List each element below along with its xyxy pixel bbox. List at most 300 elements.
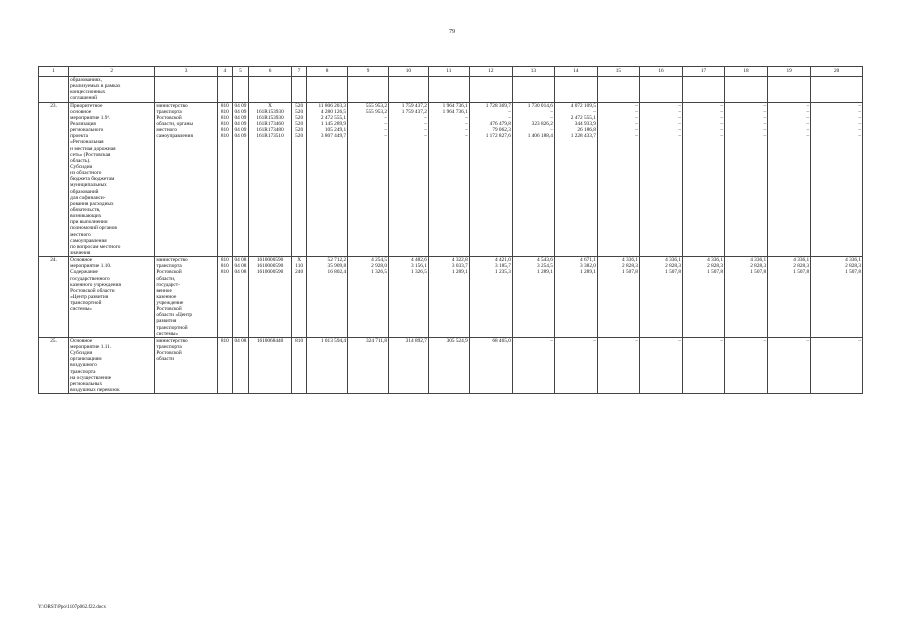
cell-line: 4 280 126,5: [320, 108, 347, 115]
cell-line: для софинанси-: [70, 194, 106, 201]
cell-line: 04 08: [234, 269, 247, 276]
cell-line: –: [508, 114, 511, 121]
cell-line: мероприятие 1.9¹.: [70, 114, 111, 121]
cell-line: 1610068440: [256, 337, 284, 344]
cell-line: основное: [70, 108, 92, 115]
cell-line: 344 933,9: [574, 120, 596, 127]
cell-line: мероприятие 1.11.: [70, 344, 112, 351]
cell-line: 68 465,0: [492, 337, 511, 344]
cell-line: 810: [220, 120, 229, 127]
cell-line: учреждение: [156, 300, 184, 307]
cell-line: 1 507,8: [665, 269, 682, 276]
cell-line: мероприятие 1.10.: [70, 263, 112, 270]
col-4-values: [217, 257, 232, 338]
cell-line: 323 826,2: [531, 120, 553, 127]
cell-line: –: [858, 102, 861, 109]
column-number-16: 16: [639, 67, 682, 77]
cell-line: –: [384, 120, 388, 127]
cell-line: государственного: [70, 275, 110, 282]
col-16-values: [639, 102, 682, 257]
cell-line: 810: [220, 108, 229, 115]
cell-line: 04 08: [234, 337, 247, 344]
cell-line: –: [720, 102, 724, 109]
cell-line: 04 09: [234, 102, 247, 109]
cell-line: 35 909,8: [327, 263, 347, 270]
cell-line: 1610000590: [256, 263, 284, 270]
cell-line: 810: [220, 114, 229, 121]
cell-line: области «Центр: [156, 312, 193, 319]
cell-line: концессионных: [70, 89, 106, 96]
cell-line: «Центр развития: [70, 293, 109, 300]
cell-line: 520: [295, 114, 304, 121]
cell-line: 1 228 433,7: [570, 133, 596, 140]
cell-line: 4 254,5: [371, 257, 388, 264]
cell-line: 1 507,8: [845, 269, 861, 276]
cell-line: 1 730 014,6: [527, 102, 553, 109]
cell-line: соглашений: [70, 95, 97, 102]
cell-line: 04 08: [234, 257, 247, 264]
cell-line: самоуправления: [156, 133, 193, 140]
col-7-values: [292, 337, 307, 393]
column-number-9: 9: [348, 67, 389, 77]
cell-line: 1 289,1: [580, 269, 596, 276]
cell-line: –: [763, 114, 767, 121]
cell-line: –: [550, 337, 553, 344]
col-14-values: [554, 102, 597, 257]
cell-line: 3 185,7: [494, 263, 511, 270]
col-11-values: [428, 257, 469, 338]
cell-line: 4 336,1: [845, 257, 861, 264]
cell-line: –: [635, 120, 638, 127]
col-14-values: [554, 337, 597, 393]
cell-line: области, органы: [156, 120, 193, 127]
cell-line: 1 759 437,2: [401, 108, 427, 115]
cell-line: –: [424, 120, 427, 127]
col-19-values: [768, 337, 811, 393]
row-executor: [155, 102, 217, 257]
col-12-values: [469, 102, 512, 257]
cell-line: 04 09: [234, 133, 247, 140]
column-number-13: 13: [512, 67, 554, 77]
cell-line: 555 953,2: [365, 108, 388, 115]
cell-line: –: [806, 337, 810, 344]
row-description: [69, 257, 155, 338]
cell-line: 3 254,5: [536, 263, 553, 270]
cell-line: Ростовской: [156, 114, 182, 121]
cell-line: –: [593, 337, 596, 344]
cell-line: –: [678, 120, 682, 127]
col-9-values: [348, 257, 389, 338]
cell-line: при выполнении: [70, 219, 108, 226]
col-4-values: [217, 337, 232, 393]
column-number-15: 15: [597, 67, 639, 77]
cell-line: 26 186,8: [577, 127, 596, 134]
cell-line: казенное: [156, 293, 177, 300]
column-number-14: 14: [554, 67, 597, 77]
cell-line: образований: [70, 188, 99, 195]
cell-line: –: [635, 108, 638, 115]
column-number-12: 12: [469, 67, 512, 77]
cell-line: –: [806, 102, 810, 109]
header-row: [39, 67, 863, 77]
col-6-values: [249, 337, 292, 393]
cell-line: –: [635, 133, 638, 140]
cell-line: самоуправления: [70, 237, 107, 244]
cell-line: –: [763, 127, 767, 134]
col-7-values: [292, 257, 307, 338]
cell-line: –: [424, 114, 427, 121]
cell-line: транспорта: [70, 368, 96, 375]
column-number-18: 18: [725, 67, 768, 77]
cell-line: 520: [295, 120, 304, 127]
cont-cell-6: [249, 77, 292, 103]
cell-line: венное: [156, 287, 172, 294]
cell-line: –: [678, 108, 682, 115]
col-17-values: [683, 337, 725, 393]
col-19-values: [768, 102, 811, 257]
col-17-values: [683, 102, 725, 257]
cell-line: 2 928,0: [371, 263, 388, 270]
cell-line: возникающих: [70, 213, 102, 220]
cell-line: 161R173460: [256, 120, 284, 127]
col-16-values: [639, 337, 682, 393]
cell-line: местного: [156, 127, 177, 134]
cell-line: 4 336,1: [793, 257, 810, 264]
cell-line: государст-: [156, 281, 180, 288]
col-13-values: [512, 102, 554, 257]
cell-line: –: [678, 102, 682, 109]
cont-cell-17: [683, 77, 725, 103]
col-13-values: [512, 257, 554, 338]
cont-cell-14: [554, 77, 597, 103]
cell-line: –: [763, 337, 767, 344]
cell-line: 1 289,1: [536, 269, 553, 276]
col-7-values: [292, 102, 307, 257]
cell-line: 1 145 289,9: [320, 120, 347, 127]
column-number-5: 5: [232, 67, 248, 77]
cell-line: –: [678, 133, 682, 140]
cell-line: области: [156, 356, 175, 363]
cell-line: –: [720, 108, 724, 115]
cell-line: –: [678, 114, 682, 121]
cell-line: 2 828,3: [622, 263, 638, 270]
cell-line: 1610000590: [256, 269, 284, 276]
column-number-1: 1: [39, 67, 69, 77]
cell-line: –: [678, 337, 682, 344]
cell-line: –: [858, 108, 861, 115]
col-20-values: [811, 337, 863, 393]
column-number-17: 17: [683, 67, 725, 77]
cell-line: –: [678, 127, 682, 134]
col-18-values: [725, 102, 768, 257]
cell-line: –: [858, 133, 861, 140]
col-16-values: [639, 257, 682, 338]
cell-line: –: [635, 127, 638, 134]
cell-line: –: [858, 120, 861, 127]
col-5-values: [232, 257, 248, 338]
table-body: [39, 67, 863, 394]
cell-line: транспорта: [156, 263, 182, 270]
cell-line: 520: [295, 127, 304, 134]
cont-cell-8: [307, 77, 348, 103]
cell-line: X: [268, 102, 272, 109]
cell-line: Ростовской: [156, 269, 182, 276]
cell-line: –: [806, 108, 810, 115]
col-9-values: [348, 102, 389, 257]
cell-line: Содержание: [70, 269, 98, 276]
cell-line: 2 472 555,1: [570, 114, 596, 121]
cell-line: –: [806, 127, 810, 134]
cell-line: 555 953,2: [365, 102, 388, 109]
cont-cell-13: [512, 77, 554, 103]
cell-line: 4 336,1: [622, 257, 638, 264]
cont-cell-2: [69, 77, 155, 103]
cell-line: 4 072 109,5: [570, 102, 596, 109]
cell-line: –: [384, 127, 388, 134]
cell-line: –: [384, 133, 388, 140]
column-number-6: 6: [249, 67, 292, 77]
cont-cell-9: [348, 77, 389, 103]
cell-line: 1 507,8: [707, 269, 724, 276]
cell-line: 1 759 437,2: [401, 102, 427, 109]
cell-line: –: [858, 114, 861, 121]
cell-line: область).: [70, 157, 91, 164]
cell-line: 810: [220, 127, 229, 134]
col-15-values: [597, 102, 639, 257]
cell-line: области,: [156, 275, 176, 282]
cell-line: региональных: [70, 380, 103, 387]
cell-line: 520: [295, 102, 304, 109]
cont-cell-20: [811, 77, 863, 103]
cell-line: 520: [295, 108, 304, 115]
cell-line: –: [424, 127, 427, 134]
row-description: [69, 337, 155, 393]
cell-line: 520: [295, 133, 304, 140]
cell-line: 4 336,1: [707, 257, 724, 264]
cell-line: –: [806, 133, 810, 140]
cell-line: X: [297, 257, 302, 264]
cell-line: Ростовской: [156, 350, 182, 357]
col-8-values: [307, 257, 348, 338]
cont-cell-4: [217, 77, 232, 103]
cell-line: Ростовской области: [70, 287, 115, 294]
cell-line: 1 507,8: [750, 269, 767, 276]
cell-line: 1 507,8: [793, 269, 810, 276]
cell-line: –: [550, 114, 553, 121]
cell-line: –: [720, 127, 724, 134]
cell-line: –: [635, 102, 638, 109]
col-19-values: [768, 257, 811, 338]
cell-line: 810: [220, 133, 229, 140]
cell-line: 1 326,5: [410, 269, 427, 276]
cell-line: 2 828,3: [665, 263, 682, 270]
column-number-19: 19: [768, 67, 811, 77]
cell-line: –: [763, 102, 767, 109]
cell-line: 16 802,4: [327, 269, 347, 276]
cell-line: муниципальных: [70, 182, 107, 189]
cell-line: 1 013 594,4: [320, 337, 347, 344]
cell-line: Субсидии: [70, 163, 93, 170]
cell-line: реализуемых в рамках: [70, 83, 121, 90]
cell-line: 1 289,1: [451, 269, 468, 276]
cell-line: 04 09: [234, 127, 247, 134]
col-9-values: [348, 337, 389, 393]
cell-line: транспортной: [156, 324, 188, 331]
col-13-values: [512, 337, 554, 393]
col-15-values: [597, 337, 639, 393]
column-number-3: 3: [155, 67, 217, 77]
cell-line: 3 156,1: [410, 263, 427, 270]
cell-line: на осуществление: [70, 374, 112, 381]
col-15-values: [597, 257, 639, 338]
file-path-footer: Y:\ORST\Ppo\1107p062.f22.docx: [38, 605, 106, 610]
cell-line: 2 828,3: [707, 263, 724, 270]
cell-line: –: [806, 120, 810, 127]
cont-cell-15: [597, 77, 639, 103]
cell-line: –: [858, 337, 861, 344]
cell-line: –: [384, 114, 388, 121]
cell-line: 4 543,6: [536, 257, 553, 264]
cell-line: –: [720, 114, 724, 121]
cell-line: из областного: [70, 170, 102, 177]
col-12-values: [469, 257, 512, 338]
cell-line: 1 172 827,6: [485, 133, 511, 140]
cell-line: системы»: [70, 306, 92, 313]
cell-line: 4 421,0: [494, 257, 511, 264]
cell-line: 4 322,8: [451, 257, 468, 264]
cell-line: 161R153930: [256, 114, 284, 121]
cell-line: сеть» (Ростовская: [70, 151, 111, 158]
table-row-row24: [39, 257, 863, 338]
cell-line: 810: [220, 102, 229, 109]
col-11-values: [428, 102, 469, 257]
col-14-values: [554, 257, 597, 338]
cell-line: Основное: [70, 337, 93, 344]
cell-line: –: [508, 108, 511, 115]
cont-cell-16: [639, 77, 682, 103]
cell-line: 810: [295, 337, 304, 344]
cell-line: транспорта: [156, 344, 182, 351]
cell-line: 52 712,2: [327, 257, 347, 264]
column-number-7: 7: [292, 67, 307, 77]
cell-line: –: [720, 120, 724, 127]
col-20-values: [811, 257, 863, 338]
cell-line: Ростовской: [156, 306, 182, 313]
cell-line: –: [763, 133, 767, 140]
cell-line: «Региональная: [70, 139, 104, 146]
col-20-values: [811, 102, 863, 257]
cont-cell-12: [469, 77, 512, 103]
col-10-values: [389, 102, 429, 257]
cell-line: 3 382,0: [580, 263, 596, 270]
cell-line: 1 235,3: [494, 269, 511, 276]
cell-line: казенного учреждения: [70, 281, 121, 288]
cont-cell-1: [39, 77, 69, 103]
col-6-values: [249, 257, 292, 338]
col-17-values: [683, 257, 725, 338]
cell-line: –: [635, 114, 638, 121]
cell-line: –: [806, 114, 810, 121]
column-number-10: 10: [389, 67, 429, 77]
col-5-values: [232, 102, 248, 257]
col-18-values: [725, 257, 768, 338]
cell-line: 161R173480: [256, 127, 284, 134]
cell-line: регионального: [70, 127, 104, 134]
cell-line: транспортной: [70, 300, 102, 307]
cell-line: 1 507,8: [622, 269, 638, 276]
column-number-8: 8: [307, 67, 348, 77]
cell-line: 2 828,3: [845, 263, 861, 270]
row-number: 23.: [39, 102, 69, 257]
cell-line: 79 062,3: [492, 127, 511, 134]
cell-line: 240: [295, 269, 304, 276]
row-description: [69, 102, 155, 257]
cell-line: 04 08: [234, 263, 247, 270]
cell-line: –: [424, 133, 427, 140]
cont-cell-7: [292, 77, 307, 103]
cell-line: 1 964 736,1: [442, 108, 468, 115]
row-number: 25.: [39, 337, 69, 393]
cell-line: 04 09: [234, 114, 247, 121]
cell-line: 1 406 188,4: [527, 133, 553, 140]
cont-cell-19: [768, 77, 811, 103]
cell-line: министерство: [156, 102, 188, 109]
col-10-values: [389, 257, 429, 338]
cell-line: –: [593, 108, 596, 115]
page-number: 79: [449, 29, 455, 35]
cell-line: воздушного: [70, 362, 97, 369]
cell-line: 1 964 736,1: [442, 102, 468, 109]
cell-line: 3 807 449,7: [320, 133, 347, 140]
cell-line: 161R153930: [256, 108, 284, 115]
cell-line: транспорта: [156, 108, 182, 115]
col-4-values: [217, 102, 232, 257]
col-10-values: [389, 337, 429, 393]
cell-line: –: [635, 337, 638, 344]
cell-line: Основное: [70, 257, 93, 264]
cell-line: 11 806 203,3: [318, 102, 347, 109]
cell-line: организациям: [70, 356, 102, 363]
cell-line: и местная дорожная: [70, 145, 116, 152]
cont-cell-3: [155, 77, 217, 103]
cell-line: системы»: [156, 330, 179, 337]
cell-line: министерство: [156, 337, 188, 344]
table-row-row25: [39, 337, 863, 393]
col-12-values: [469, 337, 512, 393]
cell-line: –: [465, 120, 468, 127]
cell-line: 2 828,3: [750, 263, 767, 270]
cell-line: –: [465, 114, 468, 121]
cell-line: –: [720, 337, 724, 344]
cell-line: 4 336,1: [750, 257, 767, 264]
cell-line: 04 09: [234, 108, 247, 115]
cell-line: Приоритетное: [70, 102, 103, 109]
cell-line: полномочий органов: [70, 225, 117, 232]
cell-line: Реализация: [70, 120, 96, 127]
column-number-2: 2: [69, 67, 155, 77]
cell-line: –: [465, 127, 468, 134]
cont-cell-10: [389, 77, 429, 103]
cont-cell-11: [428, 77, 469, 103]
cell-line: 324 711,8: [366, 337, 388, 344]
cell-line: 105 249,1: [324, 127, 347, 134]
cell-line: 4 482,6: [410, 257, 427, 264]
table-row-row23: [39, 102, 863, 257]
cell-line: обязательств,: [70, 206, 101, 213]
cell-line: значения: [70, 249, 91, 256]
col-8-values: [307, 337, 348, 393]
cell-line: образованиях,: [70, 77, 103, 83]
